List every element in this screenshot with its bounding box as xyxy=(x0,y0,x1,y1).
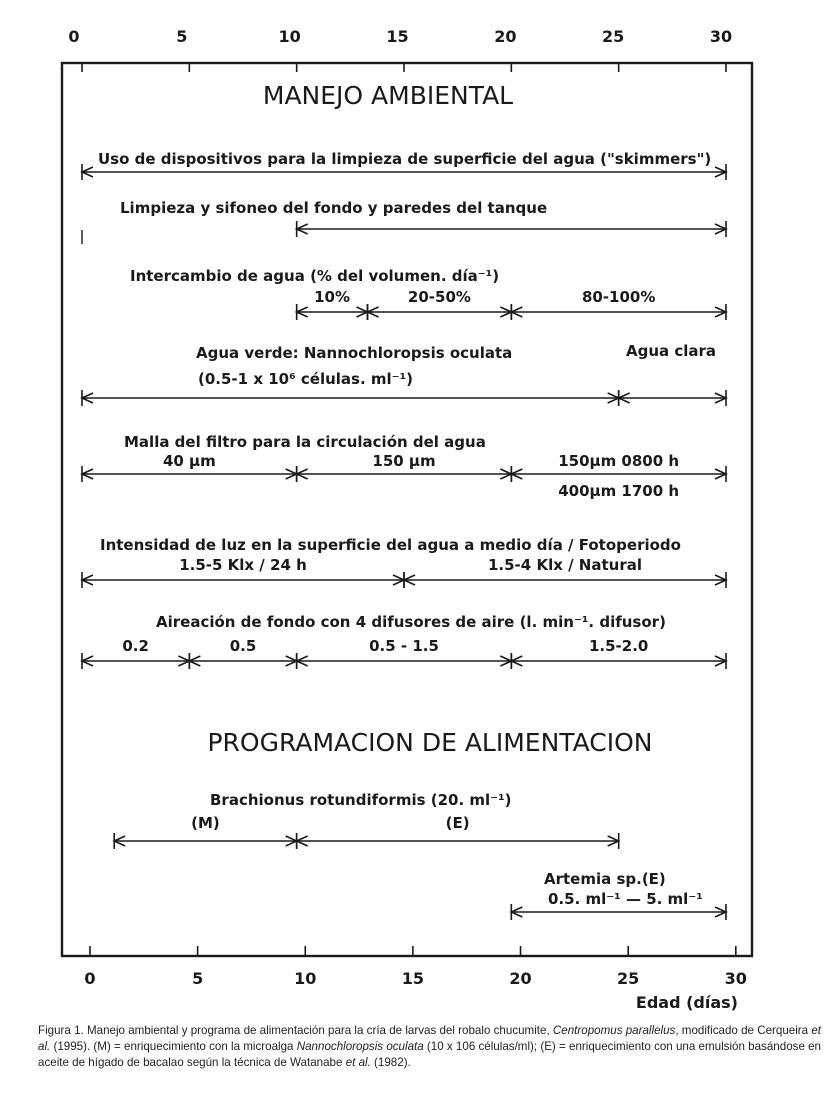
x-axis-label: Edad (días) xyxy=(635,993,738,1012)
row-title-intercambio: Intercambio de agua (% del volumen. día⁻¹) xyxy=(130,267,500,285)
segment-arrow xyxy=(114,833,296,849)
segment-arrow xyxy=(368,304,512,320)
segment-label: 40 µm xyxy=(162,452,216,470)
segment-arrow xyxy=(297,833,619,849)
segment-label: 0.5 - 1.5 xyxy=(369,637,439,655)
caption-etal-2: et al. xyxy=(345,1056,371,1069)
bar-row-luz xyxy=(82,556,726,588)
segment-label: (E) xyxy=(445,814,470,832)
segment-label: 1.5-4 Klx / Natural xyxy=(487,556,643,574)
segment-label: 0.2 xyxy=(122,637,149,655)
segment-arrow xyxy=(297,304,368,320)
segment-arrow xyxy=(189,653,296,669)
bottom-tick-label: 15 xyxy=(401,969,425,988)
segment-arrow xyxy=(297,653,512,669)
segment-arrow xyxy=(619,390,726,406)
row-title-agua-clara: Agua clara xyxy=(626,342,717,360)
bar-row-agua-verde xyxy=(82,390,726,406)
row-title-malla: Malla del filtro para la circulación del agua xyxy=(124,433,486,451)
row-subtitle-agua-verde: (0.5-1 x 10⁶ células. ml⁻¹) xyxy=(198,370,413,388)
segment-label: (M) xyxy=(191,814,220,832)
bottom-tick-label: 0 xyxy=(84,969,96,988)
segment-arrow xyxy=(511,304,726,320)
segment-label: 20-50% xyxy=(407,288,471,306)
section-title-alimentacion: PROGRAMACION DE ALIMENTACION xyxy=(207,728,653,757)
diagram-frame xyxy=(62,63,752,956)
top-tick-label: 15 xyxy=(386,27,409,46)
segment-label: 150 µm xyxy=(372,452,436,470)
caption-species: Centropomus parallelus xyxy=(552,1024,676,1037)
section-title-manejo: MANEJO AMBIENTAL xyxy=(262,81,514,110)
segment-arrow xyxy=(511,653,726,669)
row-title-aireacion: Aireación de fondo con 4 difusores de aire (l. min⁻¹. difusor) xyxy=(156,613,666,631)
top-tick-label: 20 xyxy=(494,27,517,46)
top-tick-label: 0 xyxy=(68,27,80,46)
caption-part-2: , modificado de Cerqueira xyxy=(675,1024,812,1037)
caption-part-1: Figura 1. Manejo ambiental y programa de alimentación para la cría de larvas del robalo chucumite, xyxy=(38,1024,553,1037)
bar-row-sifoneo xyxy=(82,221,726,244)
figure-caption xyxy=(38,1023,828,1071)
top-axis-ticks xyxy=(68,27,732,72)
segment-label: 1.5-5 Klx / 24 h xyxy=(179,556,307,574)
bottom-tick-label: 25 xyxy=(617,969,640,988)
row-title-skimmers: Uso de dispositivos para la limpieza de superficie del agua ("skimmers") xyxy=(98,150,712,168)
segment-arrow xyxy=(82,572,404,588)
top-tick-label: 25 xyxy=(602,27,625,46)
top-tick-label: 30 xyxy=(709,27,733,46)
top-tick-label: 5 xyxy=(176,27,188,46)
row-title-artemia: Artemia sp.(E) xyxy=(544,870,666,888)
caption-part-4: (10 x 106 células/ml); (E) = enriquecimiento con una emulsión basándose en aceite de hígado de bacalao según la técnica de Watanabe xyxy=(38,1040,822,1069)
bar-row-intercambio xyxy=(297,288,726,320)
bottom-tick-label: 10 xyxy=(294,969,317,988)
top-tick-label: 10 xyxy=(278,27,301,46)
bar-row-malla xyxy=(82,452,726,500)
caption-part-5: (1982). xyxy=(370,1056,411,1069)
segment-label: 10% xyxy=(314,288,351,306)
caption-etal-1: et al. xyxy=(38,1024,822,1053)
segment-arrow xyxy=(82,653,189,669)
caption-part-3: (1995). (M) = enriquecimiento con la microalga xyxy=(50,1040,297,1053)
segment-label: 1.5-2.0 xyxy=(588,637,649,655)
bottom-tick-label: 20 xyxy=(509,969,532,988)
segment-arrow xyxy=(82,390,619,406)
row-title-sifoneo: Limpieza y sifoneo del fondo y paredes del tanque xyxy=(120,199,548,217)
segment-label: 0.5 xyxy=(229,637,257,655)
bottom-tick-label: 30 xyxy=(724,969,747,988)
bottom-axis-ticks xyxy=(84,946,747,988)
row-title-agua-verde: Agua verde: Nannochloropsis oculata xyxy=(196,344,513,362)
segment-label: 150µm 0800 h xyxy=(558,452,680,470)
segment-arrow xyxy=(404,572,726,588)
bar-row-brachionus xyxy=(114,814,618,849)
bottom-tick-label: 5 xyxy=(192,969,204,988)
caption-algae: Nannochloropsis oculata xyxy=(296,1040,424,1053)
bar-row-aireacion xyxy=(82,637,726,669)
segment-label-secondary: 400µm 1700 h xyxy=(558,482,680,500)
row-subtitle-artemia: 0.5. ml⁻¹ — 5. ml⁻¹ xyxy=(548,890,703,908)
row-title-luz: Intensidad de luz en la superficie del agua a medio día / Fotoperiodo xyxy=(100,536,681,554)
segment-label: 80-100% xyxy=(581,288,656,306)
segment-arrow xyxy=(297,221,726,237)
row-title-brachionus: Brachionus rotundiformis (20. ml⁻¹) xyxy=(210,791,512,809)
